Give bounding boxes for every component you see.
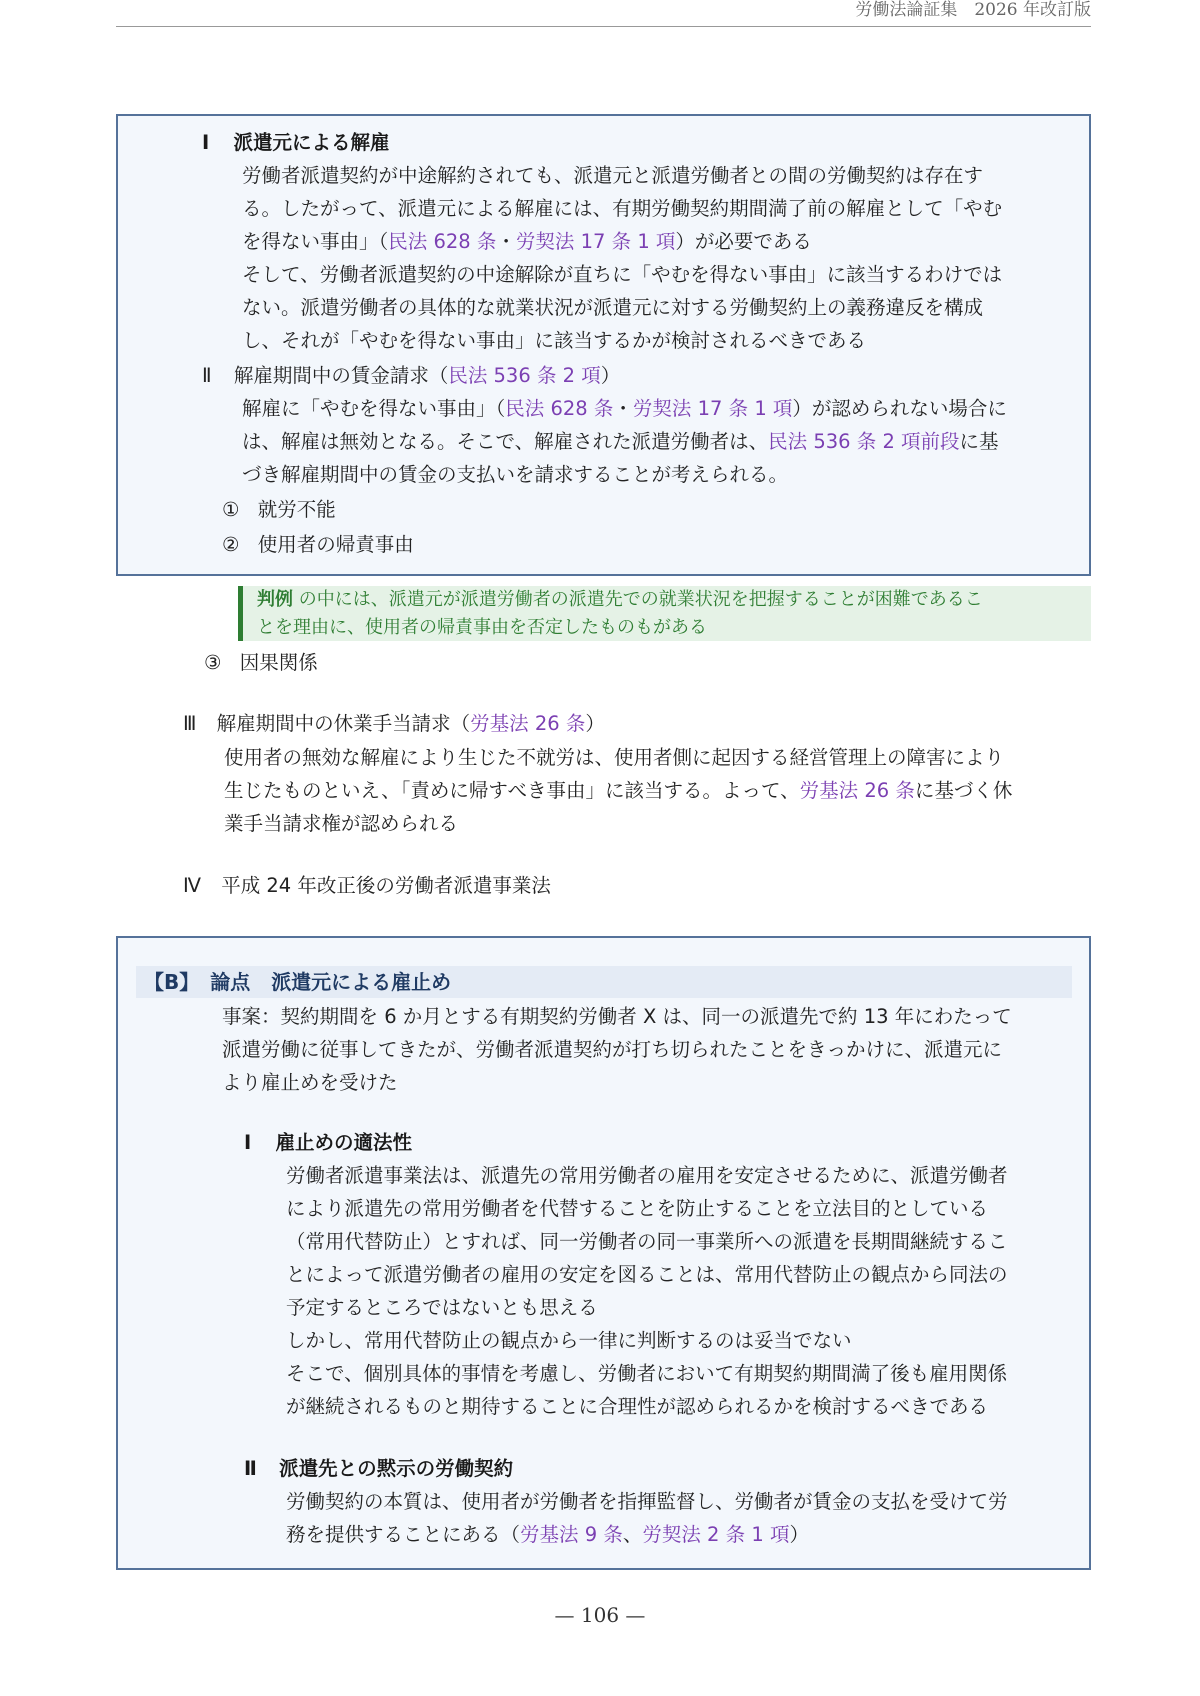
heading-number: Ⅳ (183, 874, 201, 897)
heading-number: Ⅰ (244, 1131, 252, 1154)
issue-box-non-renewal (116, 936, 1091, 1570)
list-item (222, 493, 336, 526)
heading-dismissal (202, 126, 389, 159)
text: を得ない事由」（ (242, 230, 389, 253)
text: ） (600, 364, 621, 387)
statute-reference: 民法 536 条 2 項 (448, 364, 601, 387)
paragraph-line: （常用代替防止）とすれば、同一労働者の同一事業所への派遣を長期間継続するこ (286, 1230, 1008, 1253)
paragraph-line: が継続されるものと期待することに合理性が認められるかを検討するべきである (286, 1395, 989, 1418)
heading-number: Ⅱ (202, 364, 212, 387)
paragraph-line (242, 392, 1007, 425)
paragraph-line: づき解雇期間中の賃金の支払いを請求することが考えられる。 (242, 463, 789, 486)
statute-reference: 民法 628 条 (388, 230, 497, 253)
text: ・ (613, 397, 633, 420)
paragraph-line: 労働者派遣事業法は、派遣先の常用労働者の雇用を安定させるために、派遣労働者 (286, 1164, 1008, 1187)
text: に基づく休 (914, 779, 1013, 802)
heading-title: 派遣先との黙示の労働契約 (279, 1457, 514, 1480)
case-law-note (238, 586, 1091, 641)
text: は、解雇は無効となる。そこで、解雇された派遣労働者は、 (242, 430, 769, 453)
paragraph-line: る。したがって、派遣元による解雇には、有期労働契約期間満了前の解雇として「やむ (242, 197, 1003, 220)
list-marker: ② (222, 533, 240, 556)
running-title: 労働法論証集 2026 年改訂版 (855, 0, 1091, 20)
paragraph-line: 予定するところではないとも思える (286, 1296, 598, 1319)
running-header (116, 0, 1091, 27)
heading-number: Ⅱ (244, 1457, 257, 1480)
case-line: 派遣労働に従事してきたが、労働者派遣契約が打ち切られたことをきっかけに、派遣元に (222, 1038, 1003, 1061)
paragraph-line (242, 425, 999, 458)
issue-name: 派遣元による雇止め (271, 970, 452, 994)
page-number: — 106 — (554, 1603, 646, 1627)
text: ） (585, 712, 605, 735)
statute-reference: 労基法 9 条 (520, 1523, 623, 1546)
paragraph-line: 労働契約の本質は、使用者が労働者を指揮監督し、労働者が賃金の支払を受けて労 (286, 1490, 1008, 1513)
paragraph-line (286, 1518, 809, 1551)
heading-title: 派遣元による解雇 (233, 131, 390, 154)
list-marker: ③ (204, 651, 222, 674)
heading-text: 解雇期間中の休業手当請求（ (216, 712, 471, 735)
heading-number: Ⅰ (202, 131, 210, 154)
text: 解雇に「やむを得ない事由」（ (242, 397, 506, 420)
statute-reference: 労契法 2 条 1 項 (642, 1523, 790, 1546)
heading-amended-act (183, 869, 551, 902)
list-marker: ① (222, 498, 240, 521)
statute-reference: 労契法 17 条 1 項 (632, 397, 793, 420)
statute-reference: 労基法 26 条 (470, 712, 586, 735)
note-label: 判例 (257, 589, 293, 610)
paragraph-line (224, 774, 1012, 807)
text: 、 (622, 1523, 643, 1546)
issue-tag: 【B】 (144, 970, 200, 994)
paragraph-line: により派遣先の常用労働者を代替することを防止することを立法目的としている (286, 1197, 989, 1220)
text: に基 (959, 430, 999, 453)
heading-non-renewal-legality (244, 1126, 412, 1159)
paragraph-line: 労働者派遣契約が中途解約されても、派遣元と派遣労働者との間の労働契約は存在す (242, 164, 984, 187)
note-line (257, 586, 1091, 614)
heading-leave-allowance (183, 707, 605, 740)
heading-title: 雇止めの適法性 (275, 1131, 412, 1154)
text: ）が認められない場合に (792, 397, 1007, 420)
text: ・ (496, 230, 516, 253)
statute-reference: 労基法 26 条 (799, 779, 915, 802)
text: 生じたものといえ、「責めに帰すべき事由」に該当する。よって、 (224, 779, 800, 802)
heading-text: 平成 24 年改正後の労働者派遣事業法 (221, 874, 551, 897)
text: ） (789, 1523, 809, 1546)
case-line: 事案：契約期間を 6 か月とする有期契約労働者 X は、同一の派遣先で約 13 年にわたって (222, 1005, 1012, 1028)
section-box-dismissal (116, 114, 1091, 576)
statute-reference: 民法 628 条 (505, 397, 614, 420)
list-text: 就労不能 (257, 498, 336, 521)
list-text: 使用者の帰責事由 (257, 533, 414, 556)
paragraph-line: とによって派遣労働者の雇用の安定を図ることは、常用代替防止の観点から同法の (286, 1263, 1008, 1286)
heading-wage-claim (202, 359, 620, 392)
text: ）が必要である (675, 230, 812, 253)
paragraph-line (242, 225, 812, 258)
paragraph-line: そこで、個別具体的事情を考慮し、労働者において有期契約期間満了後も雇用関係 (286, 1362, 1008, 1385)
paragraph-line: し、それが「やむを得ない事由」に該当するかが検討されるべきである (242, 329, 867, 352)
paragraph-line: そして、労働者派遣契約の中途解除が直ちに「やむを得ない事由」に該当するわけでは (242, 263, 1003, 286)
statute-reference: 民法 536 条 2 項前段 (768, 430, 960, 453)
list-item (222, 528, 414, 561)
text: 務を提供することにある（ (286, 1523, 521, 1546)
heading-implied-contract (244, 1452, 513, 1485)
paragraph-line: ない。派遣労働者の具体的な就業状況が派遣元に対する労働契約上の義務違反を構成 (242, 296, 984, 319)
paragraph-line: 業手当請求権が認められる (224, 812, 459, 835)
list-text: 因果関係 (239, 651, 318, 674)
paragraph-line: しかし、常用代替防止の観点から一律に判断するのは妥当でない (286, 1329, 852, 1352)
paragraph-line: 使用者の無効な解雇により生じた不就労は、使用者側に起因する経営管理上の障害により (224, 746, 1005, 769)
issue-label: 論点 (210, 970, 251, 994)
heading-text: 解雇期間中の賃金請求（ (233, 364, 449, 387)
list-item (204, 646, 318, 679)
text: の中には、派遣元が派遣労働者の派遣先での就業状況を把握することが困難であるこ (298, 589, 983, 610)
heading-number: Ⅲ (183, 712, 197, 735)
issue-title (144, 966, 451, 999)
statute-reference: 労契法 17 条 1 項 (515, 230, 676, 253)
case-line: より雇止めを受けた (222, 1071, 398, 1094)
note-line: とを理由に、使用者の帰責事由を否定したものもがある (257, 617, 707, 638)
